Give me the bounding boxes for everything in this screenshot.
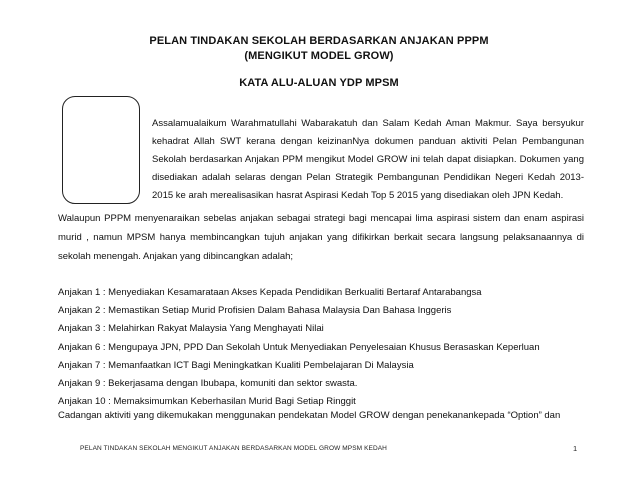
list-item: Anjakan 1 : Menyediakan Kesamarataan Akses Kepada Pendidikan Berkualiti Bertaraf Antarabangsa (58, 287, 482, 298)
list-item: Anjakan 6 : Mengupaya JPN, PPD Dan Sekolah Untuk Menyediakan Penyelesaian Khusus Berasaskan Keperluan (58, 341, 540, 353)
page-footer: PELAN TINDAKAN SEKOLAH MENGIKUT ANJAKAN BERDASARKAN MODEL GROW MPSM KEDAH (80, 445, 387, 452)
anjakan-list (58, 284, 598, 411)
document-title: PELAN TINDAKAN SEKOLAH BERDASARKAN ANJAKAN PPPM (149, 35, 489, 47)
welcome-paragraph: Assalamualaikum Warahmatullahi Wabarakatuh dan Salam Kedah Aman Makmur. Saya bersyukur kehadrat Allah SWT kerana dengan keizinanNya dokumen panduan aktiviti Pelan Pembangunan Sekolah berdasarkan Anjakan PPM mengikut Model GROW ini telah dapat disiapkan. Dokumen yang disediakan adalah selaras dengan Pelan Strategik Pembangunan Pendidikan Negeri Kedah 2013-2015 ke arah merealisasikan hasrat Aspirasi Kedah Top 5 2015 yang disediakan oleh JPN Kedah. (152, 118, 584, 201)
list-item: Anjakan 7 : Memanfaatkan ICT Bagi Meningkatkan Kualiti Pembelajaran Di Malaysia (58, 359, 414, 371)
document-subtitle: (MENGIKUT MODEL GROW) (244, 50, 394, 62)
page-number: 1 (573, 444, 578, 453)
list-item: Anjakan 9 : Bekerjasama dengan Ibubapa, komuniti dan sektor swasta. (58, 378, 358, 390)
list-item: Anjakan 2 : Memastikan Setiap Murid Profisien Dalam Bahasa Malaysia Dan Bahasa Inggeris (58, 305, 452, 317)
closing-paragraph: Cadangan aktiviti yang dikemukakan menggunakan pendekatan Model GROW dengan penekanankepada “Option” dan (58, 410, 561, 421)
list-item: Anjakan 10 : Memaksimumkan Keberhasilan Murid Bagi Setiap Ringgit (58, 396, 356, 408)
intro-paragraph: Walaupun PPPM menyenaraikan sebelas anjakan sebagai strategi bagi mencapai lima aspirasi sistem dan enam aspirasi murid , namun MPSM hanya membincangkan tujuh anjakan yang difikirkan berkait secara langsung pelaksanaannya di sekolah menengah. Anjakan yang dibincangkan adalah; (58, 213, 584, 262)
list-item: Anjakan 3 : Melahirkan Rakyat Malaysia Yang Menghayati Nilai (58, 323, 324, 335)
photo-placeholder (62, 96, 140, 204)
section-title: KATA ALU-ALUAN YDP MPSM (239, 77, 399, 89)
